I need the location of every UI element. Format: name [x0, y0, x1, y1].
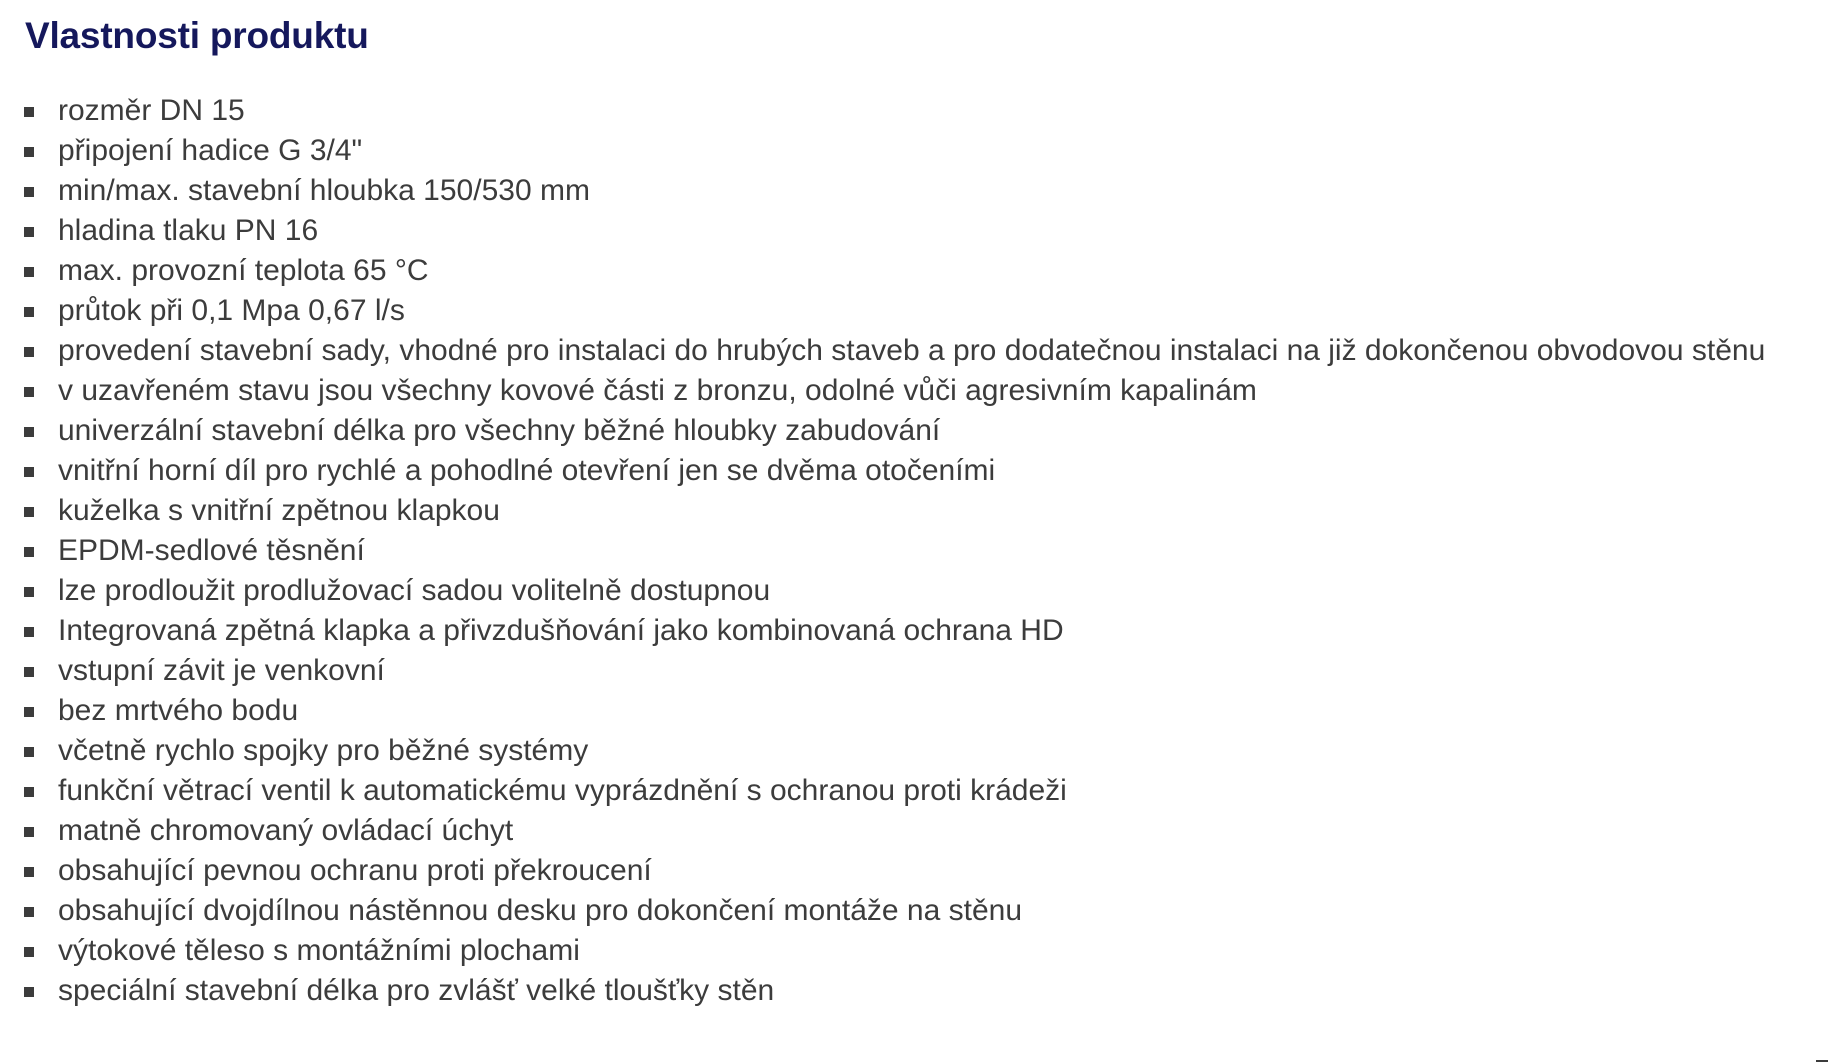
- square-bullet-icon: [24, 867, 34, 877]
- feature-item: [0, 131, 1828, 171]
- feature-text: vnitřní horní díl pro rychlé a pohodlné otevření jen se dvěma otočeními: [58, 454, 996, 487]
- feature-item: [0, 931, 1828, 971]
- feature-item: [0, 731, 1828, 771]
- feature-text: hladina tlaku PN 16: [58, 214, 319, 247]
- square-bullet-icon: [24, 627, 34, 637]
- square-bullet-icon: [24, 987, 34, 997]
- feature-text: bez mrtvého bodu: [58, 694, 299, 727]
- feature-text: obsahující pevnou ochranu proti překroucení: [58, 854, 652, 887]
- feature-item: [0, 211, 1828, 251]
- feature-item: [0, 331, 1828, 371]
- feature-text: v uzavřeném stavu jsou všechny kovové části z bronzu, odolné vůči agresivním kapalinám: [58, 374, 1257, 407]
- square-bullet-icon: [24, 947, 34, 957]
- feature-text: univerzální stavební délka pro všechny běžné hloubky zabudování: [58, 414, 941, 447]
- feature-item: [0, 771, 1828, 811]
- feature-item: [0, 611, 1828, 651]
- square-bullet-icon: [24, 907, 34, 917]
- feature-item: [0, 291, 1828, 331]
- feature-item: [0, 971, 1828, 1011]
- square-bullet-icon: [24, 667, 34, 677]
- square-bullet-icon: [24, 467, 34, 477]
- feature-text: Integrovaná zpětná klapka a přivzdušňování jako kombinovaná ochrana HD: [58, 614, 1064, 647]
- square-bullet-icon: [24, 747, 34, 757]
- feature-text: rozměr DN 15: [58, 94, 245, 127]
- feature-text: min/max. stavební hloubka 150/530 mm: [58, 174, 590, 207]
- square-bullet-icon: [24, 147, 34, 157]
- feature-item: [0, 451, 1828, 491]
- feature-text: výtokové těleso s montážními plochami: [58, 934, 580, 967]
- section-title: Vlastnosti produktu: [25, 15, 369, 56]
- feature-text: průtok při 0,1 Mpa 0,67 l/s: [58, 294, 405, 327]
- feature-text: lze prodloužit prodlužovací sadou volitelně dostupnou: [58, 574, 771, 607]
- feature-item: [0, 371, 1828, 411]
- square-bullet-icon: [24, 387, 34, 397]
- feature-text: funkční větrací ventil k automatickému vyprázdnění s ochranou proti krádeži: [58, 774, 1067, 807]
- feature-item: [0, 571, 1828, 611]
- square-bullet-icon: [24, 227, 34, 237]
- square-bullet-icon: [24, 307, 34, 317]
- feature-item: [0, 851, 1828, 891]
- feature-item: [0, 251, 1828, 291]
- feature-text: provedení stavební sady, vhodné pro instalaci do hrubých staveb a pro dodatečnou instalaci na již dokončenou obvodovou stěnu: [58, 334, 1766, 367]
- square-bullet-icon: [24, 267, 34, 277]
- feature-text: včetně rychlo spojky pro běžné systémy: [58, 734, 589, 767]
- feature-item: [0, 91, 1828, 131]
- feature-item: [0, 811, 1828, 851]
- feature-text: max. provozní teplota 65 °C: [58, 254, 429, 287]
- square-bullet-icon: [24, 587, 34, 597]
- feature-item: [0, 411, 1828, 451]
- square-bullet-icon: [24, 427, 34, 437]
- feature-text: speciální stavební délka pro zvlášť velké tloušťky stěn: [58, 974, 775, 1007]
- feature-item: [0, 891, 1828, 931]
- feature-text: matně chromovaný ovládací úchyt: [58, 814, 514, 847]
- feature-text: kuželka s vnitřní zpětnou klapkou: [58, 494, 500, 527]
- feature-list: [0, 91, 1828, 1011]
- feature-item: [0, 491, 1828, 531]
- square-bullet-icon: [24, 507, 34, 517]
- feature-text: EPDM-sedlové těsnění: [58, 534, 365, 567]
- feature-text: vstupní závit je venkovní: [58, 654, 385, 687]
- square-bullet-icon: [24, 187, 34, 197]
- feature-item: [0, 651, 1828, 691]
- feature-item: [0, 531, 1828, 571]
- feature-item: [0, 171, 1828, 211]
- feature-item: [0, 691, 1828, 731]
- square-bullet-icon: [24, 707, 34, 717]
- square-bullet-icon: [24, 347, 34, 357]
- square-bullet-icon: [24, 827, 34, 837]
- square-bullet-icon: [24, 787, 34, 797]
- square-bullet-icon: [24, 107, 34, 117]
- square-bullet-icon: [24, 547, 34, 557]
- feature-text: připojení hadice G 3/4": [58, 134, 363, 167]
- feature-text: obsahující dvojdílnou nástěnnou desku pro dokončení montáže na stěnu: [58, 894, 1023, 927]
